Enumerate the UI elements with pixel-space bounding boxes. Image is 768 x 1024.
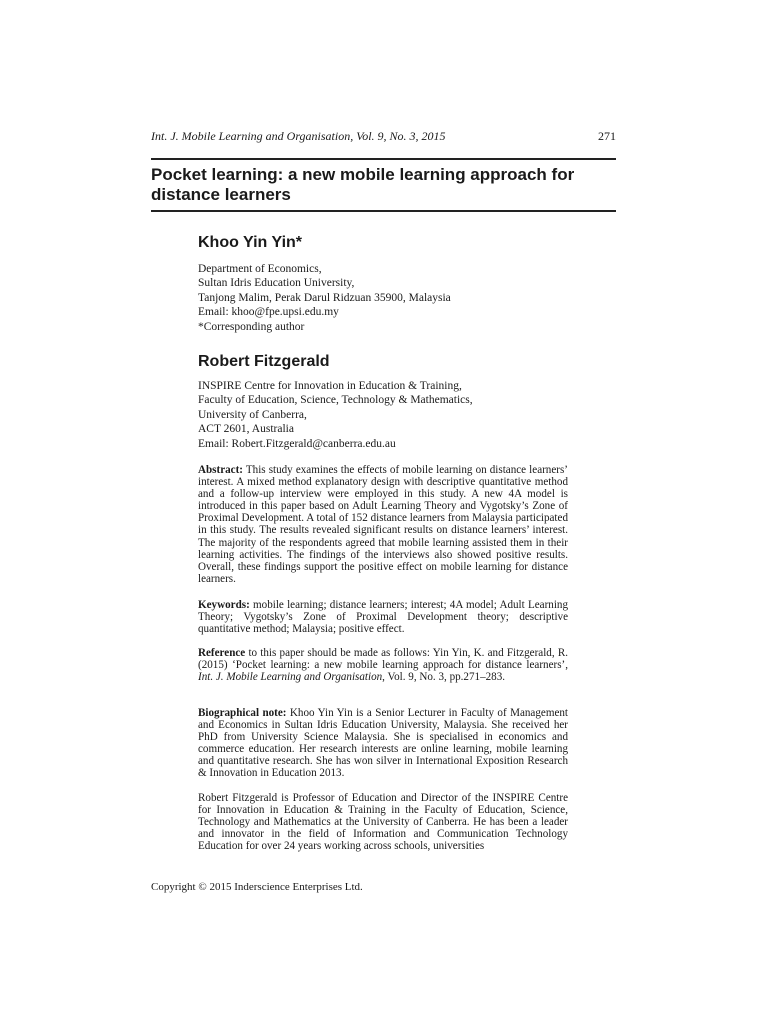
title-rule-bottom	[151, 210, 616, 212]
biographical-note	[198, 707, 568, 780]
citation-reference	[198, 647, 568, 683]
bio-text: Khoo Yin Yin is a Senior Lecturer in Faculty of Management and Economics in Sultan Idris Education University, Malaysia. She received her PhD from University Science Malaysia. She is specialised in economics and commerce education. Her research interests are online learning, mobile learning and quantitative research. She has won silver in International Exposition Research & Innovation in Education 2013.	[198, 707, 569, 780]
author-affiliation	[198, 379, 473, 451]
affiliation-line: Faculty of Education, Science, Technology & Mathematics,	[198, 394, 473, 407]
affiliation-line: Tanjong Malim, Perak Darul Ridzuan 35900, Malaysia	[198, 291, 451, 304]
reference-details: , Vol. 9, No. 3, pp.271–283.	[382, 671, 506, 684]
paper-title: Pocket learning: a new mobile learning approach for distance learners	[151, 165, 575, 204]
author-email: Email: khoo@fpe.upsi.edu.my	[198, 306, 339, 319]
reference-text: to this paper should be made as follows: Yin Yin, K. and Fitzgerald, R. (2015) ‘Pocket learning: a new mobile learning approach for distance learners’,	[198, 647, 568, 672]
affiliation-line: Department of Economics,	[198, 263, 322, 275]
keywords-label: Keywords:	[198, 599, 250, 611]
copyright-notice: Copyright © 2015 Inderscience Enterprises Ltd.	[151, 881, 363, 893]
author-name: Khoo Yin Yin*	[198, 234, 303, 251]
affiliation-line: INSPIRE Centre for Innovation in Education & Training,	[198, 380, 462, 392]
reference-journal: Int. J. Mobile Learning and Organisation	[198, 671, 383, 684]
abstract	[198, 464, 568, 585]
affiliation-line: University of Canberra,	[198, 408, 307, 421]
affiliation-line: ACT 2601, Australia	[198, 423, 294, 436]
reference-label: Reference	[198, 647, 246, 659]
author-affiliation	[198, 262, 451, 334]
bio-label: Biographical note:	[198, 707, 287, 719]
author-email: Email: Robert.Fitzgerald@canberra.edu.au	[198, 437, 396, 450]
corresponding-author-note: *Corresponding author	[198, 320, 305, 333]
abstract-label: Abstract:	[198, 464, 243, 476]
affiliation-line: Sultan Idris Education University,	[198, 277, 355, 290]
abstract-text: This study examines the effects of mobile learning on distance learners’ interest. A mixed method explanatory design with descriptive quantitative method and a follow-up interview were employed in this study. A new 4A model is introduced in this paper based on Adult Learning Theory and Vygotsky’s Zone of Proximal Development. A total of 152 distance learners from Malaysia participated in this study. The results revealed significant results on distance learners’ interest. The majority of the respondents agreed that mobile learning assisted them in their learning activities. The findings of the interviews also showed positive results. Overall, these findings support the positive effect on mobile learning for distance learners.	[198, 464, 568, 585]
biographical-note-second: Robert Fitzgerald is Professor of Education and Director of the INSPIRE Centre for Innovation in Education & Training in the Faculty of Education, Science, Technology and Mathematics at the University of Canberra. He has been a leader and innovator in the field of Information and Communication Technology Education for over 24 years working across schools, universities	[198, 792, 568, 853]
running-head-journal: Int. J. Mobile Learning and Organisation, Vol. 9, No. 3, 2015	[151, 129, 446, 143]
keywords	[198, 599, 568, 635]
title-rule-top	[151, 158, 616, 160]
keywords-text: mobile learning; distance learners; interest; 4A model; Adult Learning Theory; Vygotsky’s Zone of Proximal Development theory; descriptive quantitative method; Malaysia; positive effect.	[198, 599, 569, 636]
page-number: 271	[598, 129, 616, 143]
author-name: Robert Fitzgerald	[198, 353, 330, 370]
